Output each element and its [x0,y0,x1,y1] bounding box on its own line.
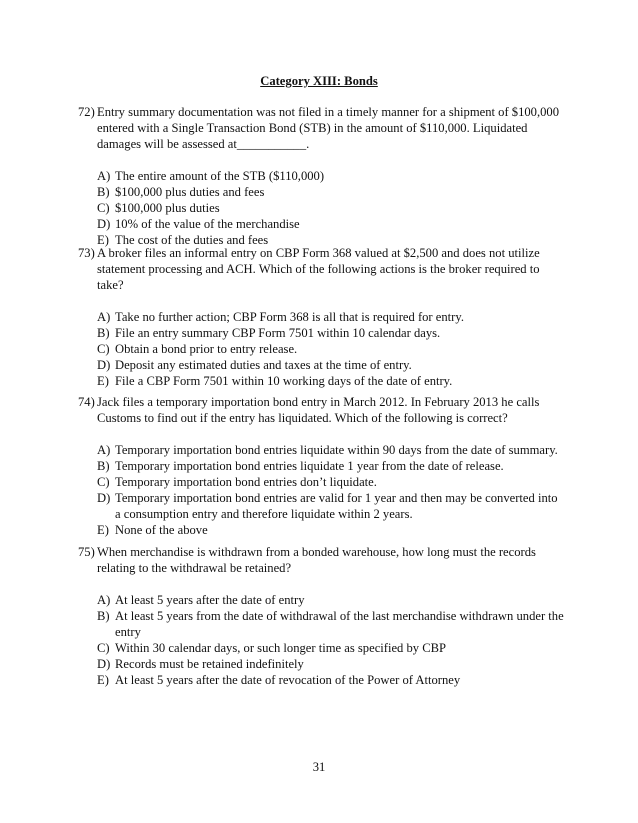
option-letter: E) [97,673,109,687]
option-d [78,357,566,373]
option-a [78,168,566,184]
option-text: Deposit any estimated duties and taxes at the time of entry. [115,358,412,372]
question-number: 72) [78,105,95,119]
option-e [78,373,566,389]
option-text: The entire amount of the STB ($110,000) [115,169,325,183]
option-letter: A) [97,443,111,457]
option-text: Obtain a bond prior to entry release. [115,342,298,356]
option-text: Within 30 calendar days, or such longer time as specified by CBP [115,641,447,655]
option-text: None of the above [115,523,208,537]
option-d [78,490,566,522]
question-text: Entry summary documentation was not filed in a timely manner for a shipment of $100,000 entered with a Single Transaction Bond (STB) in the amount of $110,000. Liquidated damages will be assessed at___________. [97,105,560,151]
question-74 [78,394,566,538]
option-letter: D) [97,217,111,231]
option-text: $100,000 plus duties and fees [115,185,265,199]
option-a [78,442,566,458]
question-text: Jack files a temporary importation bond entry in March 2012. In February 2013 he calls Customs to find out if the entry has liquidated. Which of the following is correct? [97,395,540,425]
question-72 [78,104,566,248]
option-text: $100,000 plus duties [115,201,220,215]
question-number: 73) [78,246,95,260]
question-number: 75) [78,545,95,559]
option-letter: C) [97,201,110,215]
option-e [78,672,566,688]
question-number: 74) [78,395,95,409]
option-c [78,640,566,656]
option-b [78,458,566,474]
option-text: Temporary importation bond entries are valid for 1 year and then may be converted into a consumption entry and therefore liquidate within 2 years. [115,491,558,521]
option-text: Records must be retained indefinitely [115,657,304,671]
option-d [78,656,566,672]
option-text: The cost of the duties and fees [115,233,269,247]
option-letter: B) [97,609,110,623]
question-75 [78,544,566,688]
option-letter: C) [97,641,110,655]
option-text: Temporary importation bond entries liquidate 1 year from the date of release. [115,459,504,473]
option-text: File a CBP Form 7501 within 10 working days of the date of entry. [115,374,453,388]
option-list [78,168,566,248]
option-b [78,608,566,640]
question-73 [78,245,566,389]
option-letter: E) [97,523,109,537]
option-e [78,522,566,538]
option-letter: D) [97,358,111,372]
option-letter: D) [97,657,111,671]
option-d [78,216,566,232]
option-letter: C) [97,475,110,489]
option-list [78,309,566,389]
option-letter: C) [97,342,110,356]
option-text: Take no further action; CBP Form 368 is all that is required for entry. [115,310,464,324]
page-number: 31 [312,760,326,774]
option-a [78,309,566,325]
option-letter: B) [97,459,110,473]
option-text: Temporary importation bond entries don’t liquidate. [115,475,377,489]
question-text: When merchandise is withdrawn from a bonded warehouse, how long must the records relating to the withdrawal be retained? [97,545,536,575]
option-letter: E) [97,233,109,247]
option-text: 10% of the value of the merchandise [115,217,300,231]
option-letter: A) [97,169,111,183]
option-letter: B) [97,185,110,199]
option-letter: D) [97,491,111,505]
option-list [78,442,566,538]
option-letter: A) [97,593,111,607]
option-text: Temporary importation bond entries liquidate within 90 days from the date of summary. [115,443,558,457]
option-b [78,184,566,200]
option-text: File an entry summary CBP Form 7501 within 10 calendar days. [115,326,441,340]
option-text: At least 5 years after the date of entry [115,593,305,607]
question-text: A broker files an informal entry on CBP Form 368 valued at $2,500 and does not utilize statement processing and ACH. Which of the following actions is the broker required to take? [97,246,540,292]
option-text: At least 5 years after the date of revocation of the Power of Attorney [115,673,461,687]
option-letter: A) [97,310,111,324]
category-heading: Category XIII: Bonds [260,74,378,88]
option-letter: B) [97,326,110,340]
option-a [78,592,566,608]
option-list [78,592,566,688]
option-text: At least 5 years from the date of withdrawal of the last merchandise withdrawn under the entry [115,609,564,639]
option-letter: E) [97,374,109,388]
option-c [78,200,566,216]
option-c [78,474,566,490]
option-c [78,341,566,357]
option-b [78,325,566,341]
